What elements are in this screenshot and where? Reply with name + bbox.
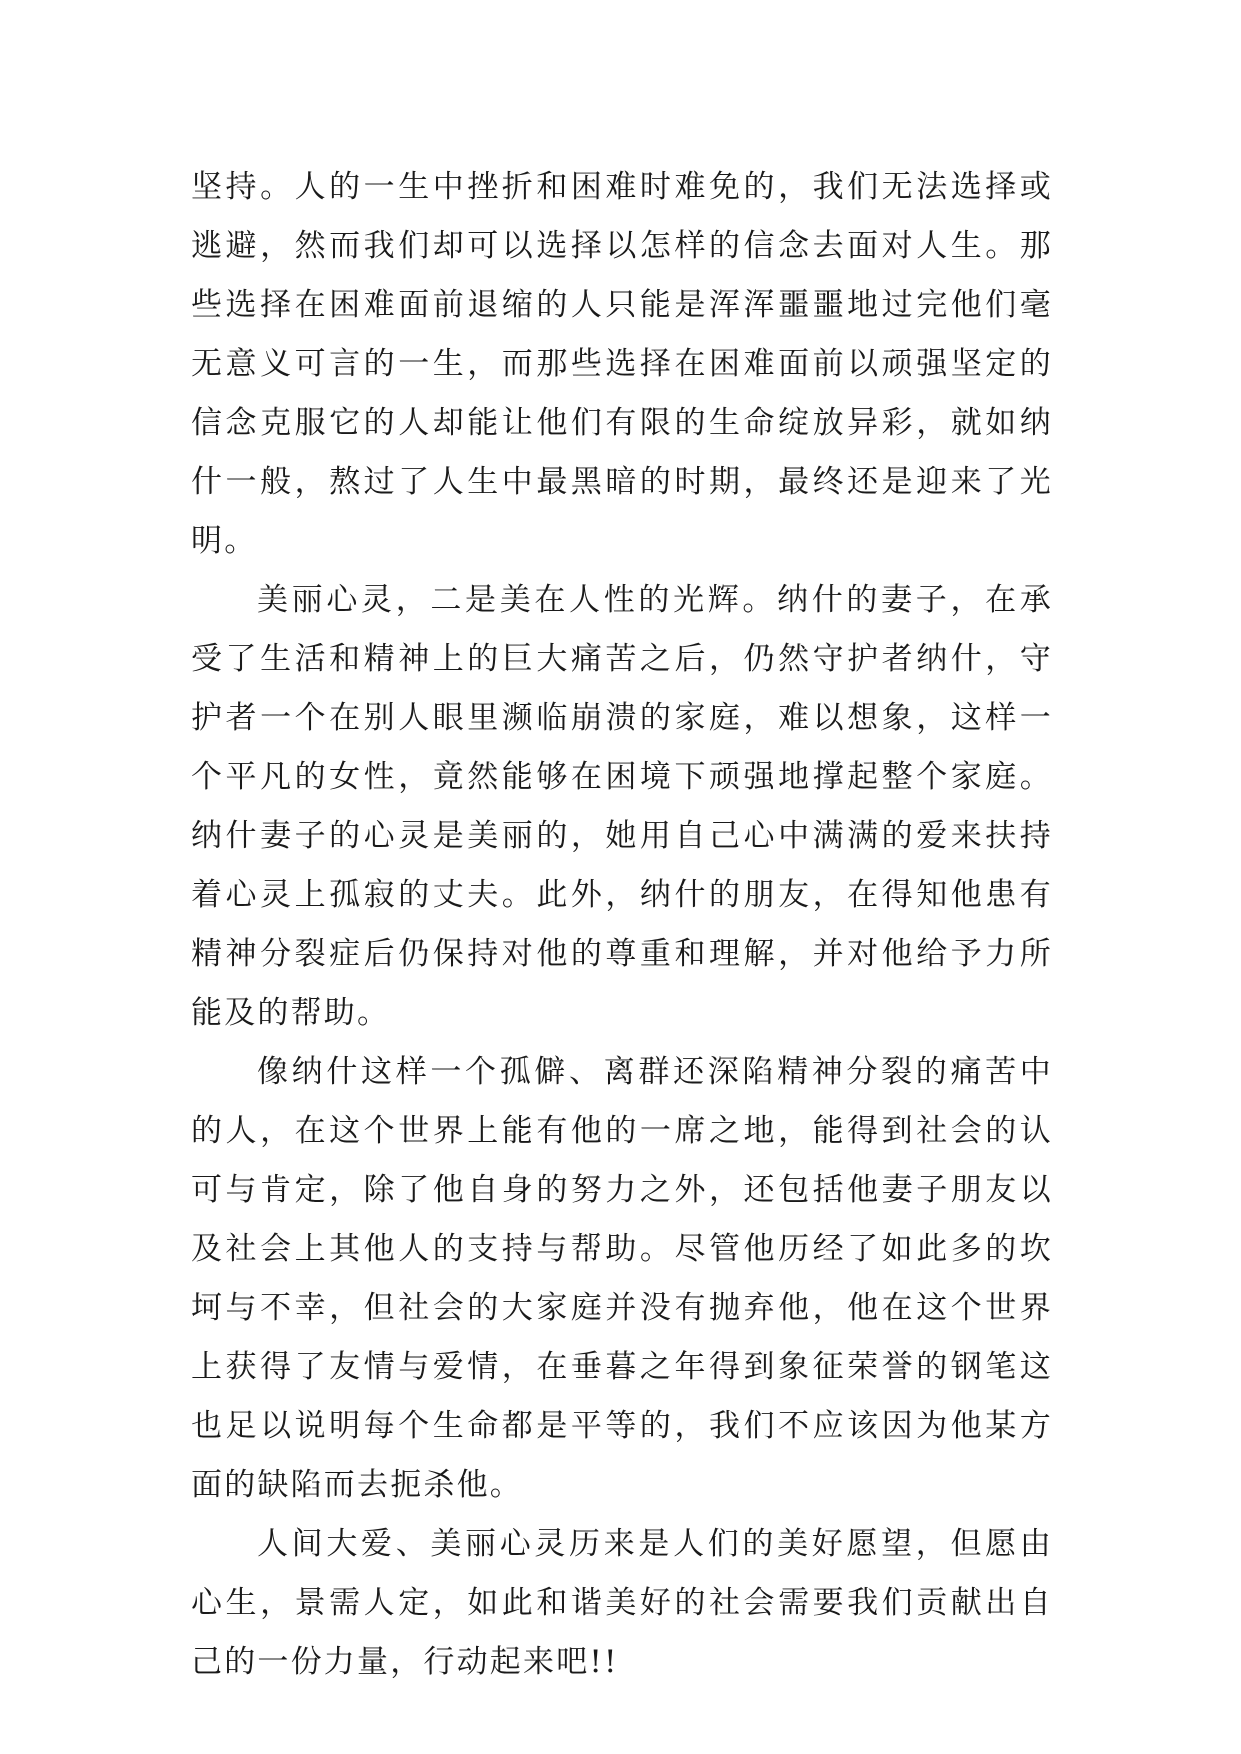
paragraph-4: 人间大爱、美丽心灵历来是人们的美好愿望，但愿由心生，景需人定，如此和谐美好的社会需要我们贡献出自己的一份力量，行动起来吧!! bbox=[191, 1526, 1053, 1680]
paragraph-2: 美丽心灵，二是美在人性的光辉。纳什的妻子，在承受了生活和精神上的巨大痛苦之后，仍然守护者纳什，守护者一个在别人眼里濒临崩溃的家庭，难以想象，这样一个平凡的女性，竟然能够在困境下顽强地撑起整个家庭。纳什妻子的心灵是美丽的，她用自己心中满满的爱来扶持着心灵上孤寂的丈夫。此外，纳什的朋友，在得知他患有精神分裂症后仍保持对他的尊重和理解，并对他给予力所能及的帮助。 bbox=[191, 582, 1053, 1031]
document-body bbox=[191, 158, 1053, 1692]
paragraph-1: 坚持。人的一生中挫折和困难时难免的，我们无法选择或逃避，然而我们却可以选择以怎样的信念去面对人生。那些选择在困难面前退缩的人只能是浑浑噩噩地过完他们毫无意义可言的一生，而那些选择在困难面前以顽强坚定的信念克服它的人却能让他们有限的生命绽放异彩，就如纳什一般，熬过了人生中最黑暗的时期，最终还是迎来了光明。 bbox=[191, 169, 1053, 559]
paragraph-3: 像纳什这样一个孤僻、离群还深陷精神分裂的痛苦中的人，在这个世界上能有他的一席之地，能得到社会的认可与肯定，除了他自身的努力之外，还包括他妻子朋友以及社会上其他人的支持与帮助。尽管他历经了如此多的坎坷与不幸，但社会的大家庭并没有抛弃他，他在这个世界上获得了友情与爱情，在垂暮之年得到象征荣誉的钢笔这也足以说明每个生命都是平等的，我们不应该因为他某方面的缺陷而去扼杀他。 bbox=[191, 1054, 1053, 1503]
